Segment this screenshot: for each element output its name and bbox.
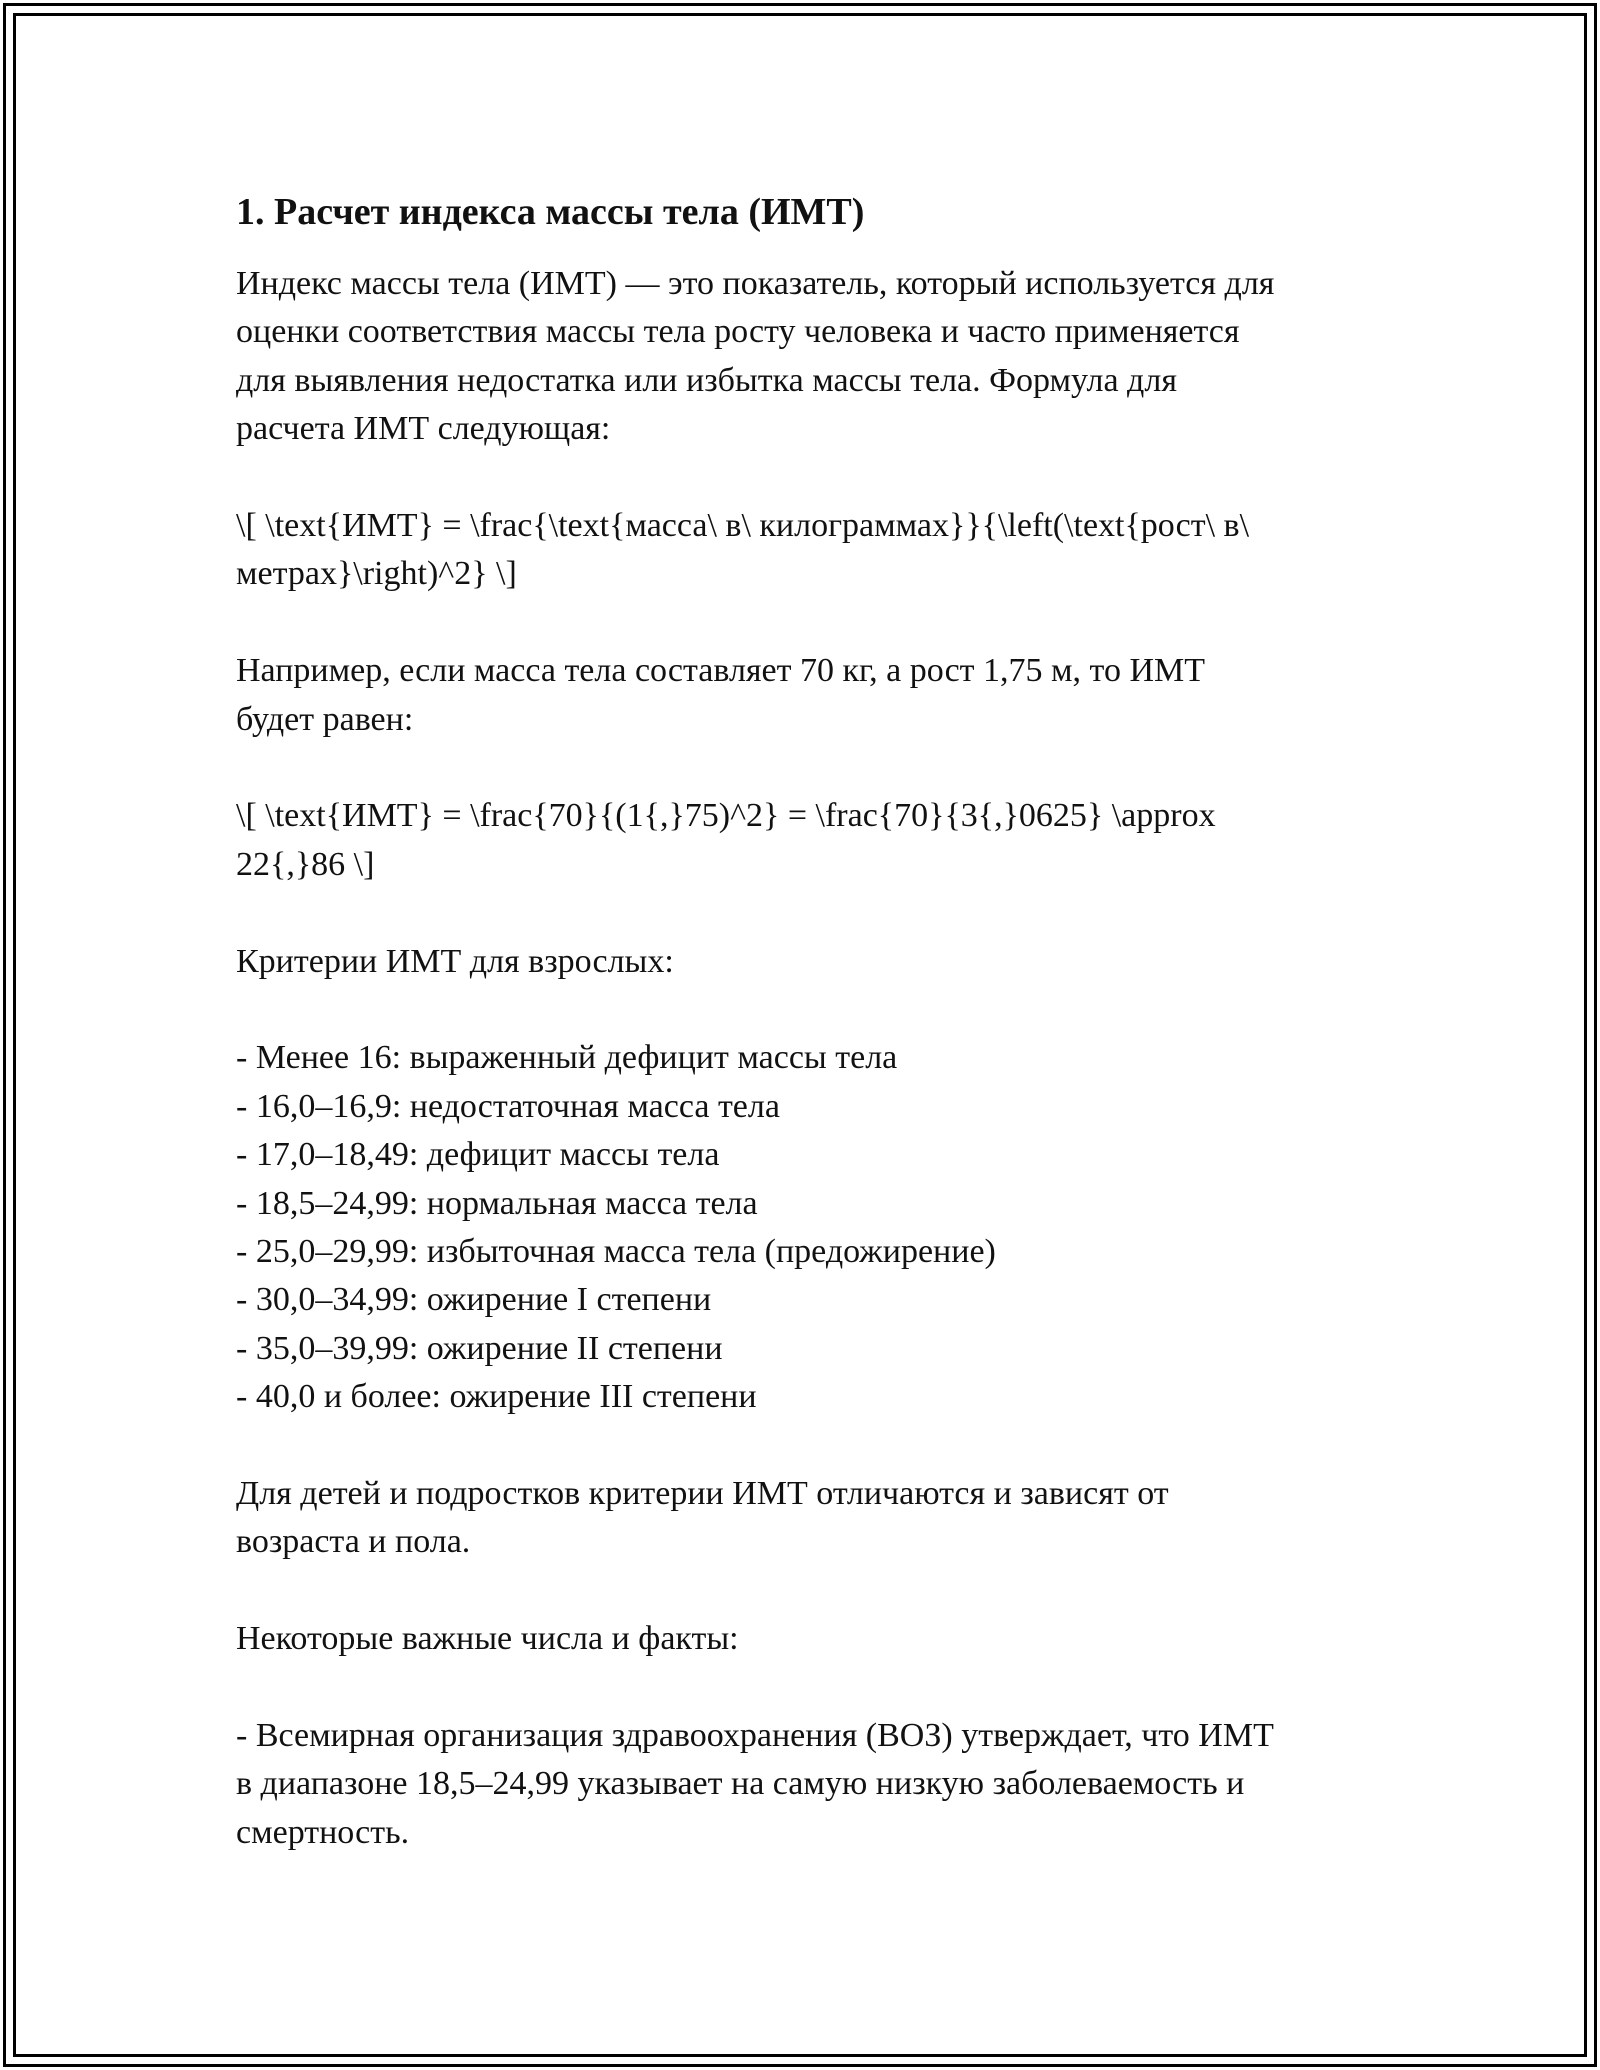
- facts-title: Некоторые важные числа и факты:: [236, 1620, 739, 1658]
- list-item: - Менее 16: выраженный дефицит массы тела: [236, 1039, 898, 1077]
- criteria-list: [236, 1034, 1386, 1421]
- children-note: Для детей и подростков критерии ИМТ отличаются и зависят от возраста и пола.: [236, 1475, 1169, 1561]
- list-item: - 18,5–24,99: нормальная масса тела: [236, 1184, 758, 1222]
- example-paragraph: Например, если масса тела составляет 70 кг, а рост 1,75 м, то ИМТ будет равен:: [236, 652, 1205, 738]
- list-item: - 16,0–16,9: недостаточная масса тела: [236, 1087, 780, 1125]
- example-formula: \[ \text{ИМТ} = \frac{70}{(1{,}75)^2} = \frac{70}{3{,}0625} \approx 22{,}86 \]: [236, 797, 1216, 883]
- bmi-formula: \[ \text{ИМТ} = \frac{\text{масса\ в\ килограммах}}{\left(\text{рост\ в\ метрах}\right)^2} \]: [236, 507, 1250, 593]
- list-item: - 40,0 и более: ожирение III степени: [236, 1378, 757, 1416]
- fact-item: - Всемирная организация здравоохранения (ВОЗ) утверждает, что ИМТ в диапазоне 18,5–24,99 указывает на самую низкую заболеваемость и смертность.: [236, 1717, 1274, 1851]
- criteria-title: Критерии ИМТ для взрослых:: [236, 942, 674, 980]
- intro-paragraph: Индекс массы тела (ИМТ) — это показатель, который используется для оценки соответствия массы тела росту человека и часто применяется для выявления недостатка или избытка массы тела. Формула для расчета ИМТ следующая:: [236, 265, 1275, 448]
- section-heading: 1. Расчет индекса массы тела (ИМТ): [236, 191, 865, 233]
- document-page: [236, 188, 1386, 1906]
- list-item: - 25,0–29,99: избыточная масса тела (предожирение): [236, 1233, 996, 1271]
- list-item: - 35,0–39,99: ожирение II степени: [236, 1329, 723, 1367]
- list-item: - 30,0–34,99: ожирение I степени: [236, 1281, 712, 1319]
- list-item: - 17,0–18,49: дефицит массы тела: [236, 1136, 720, 1174]
